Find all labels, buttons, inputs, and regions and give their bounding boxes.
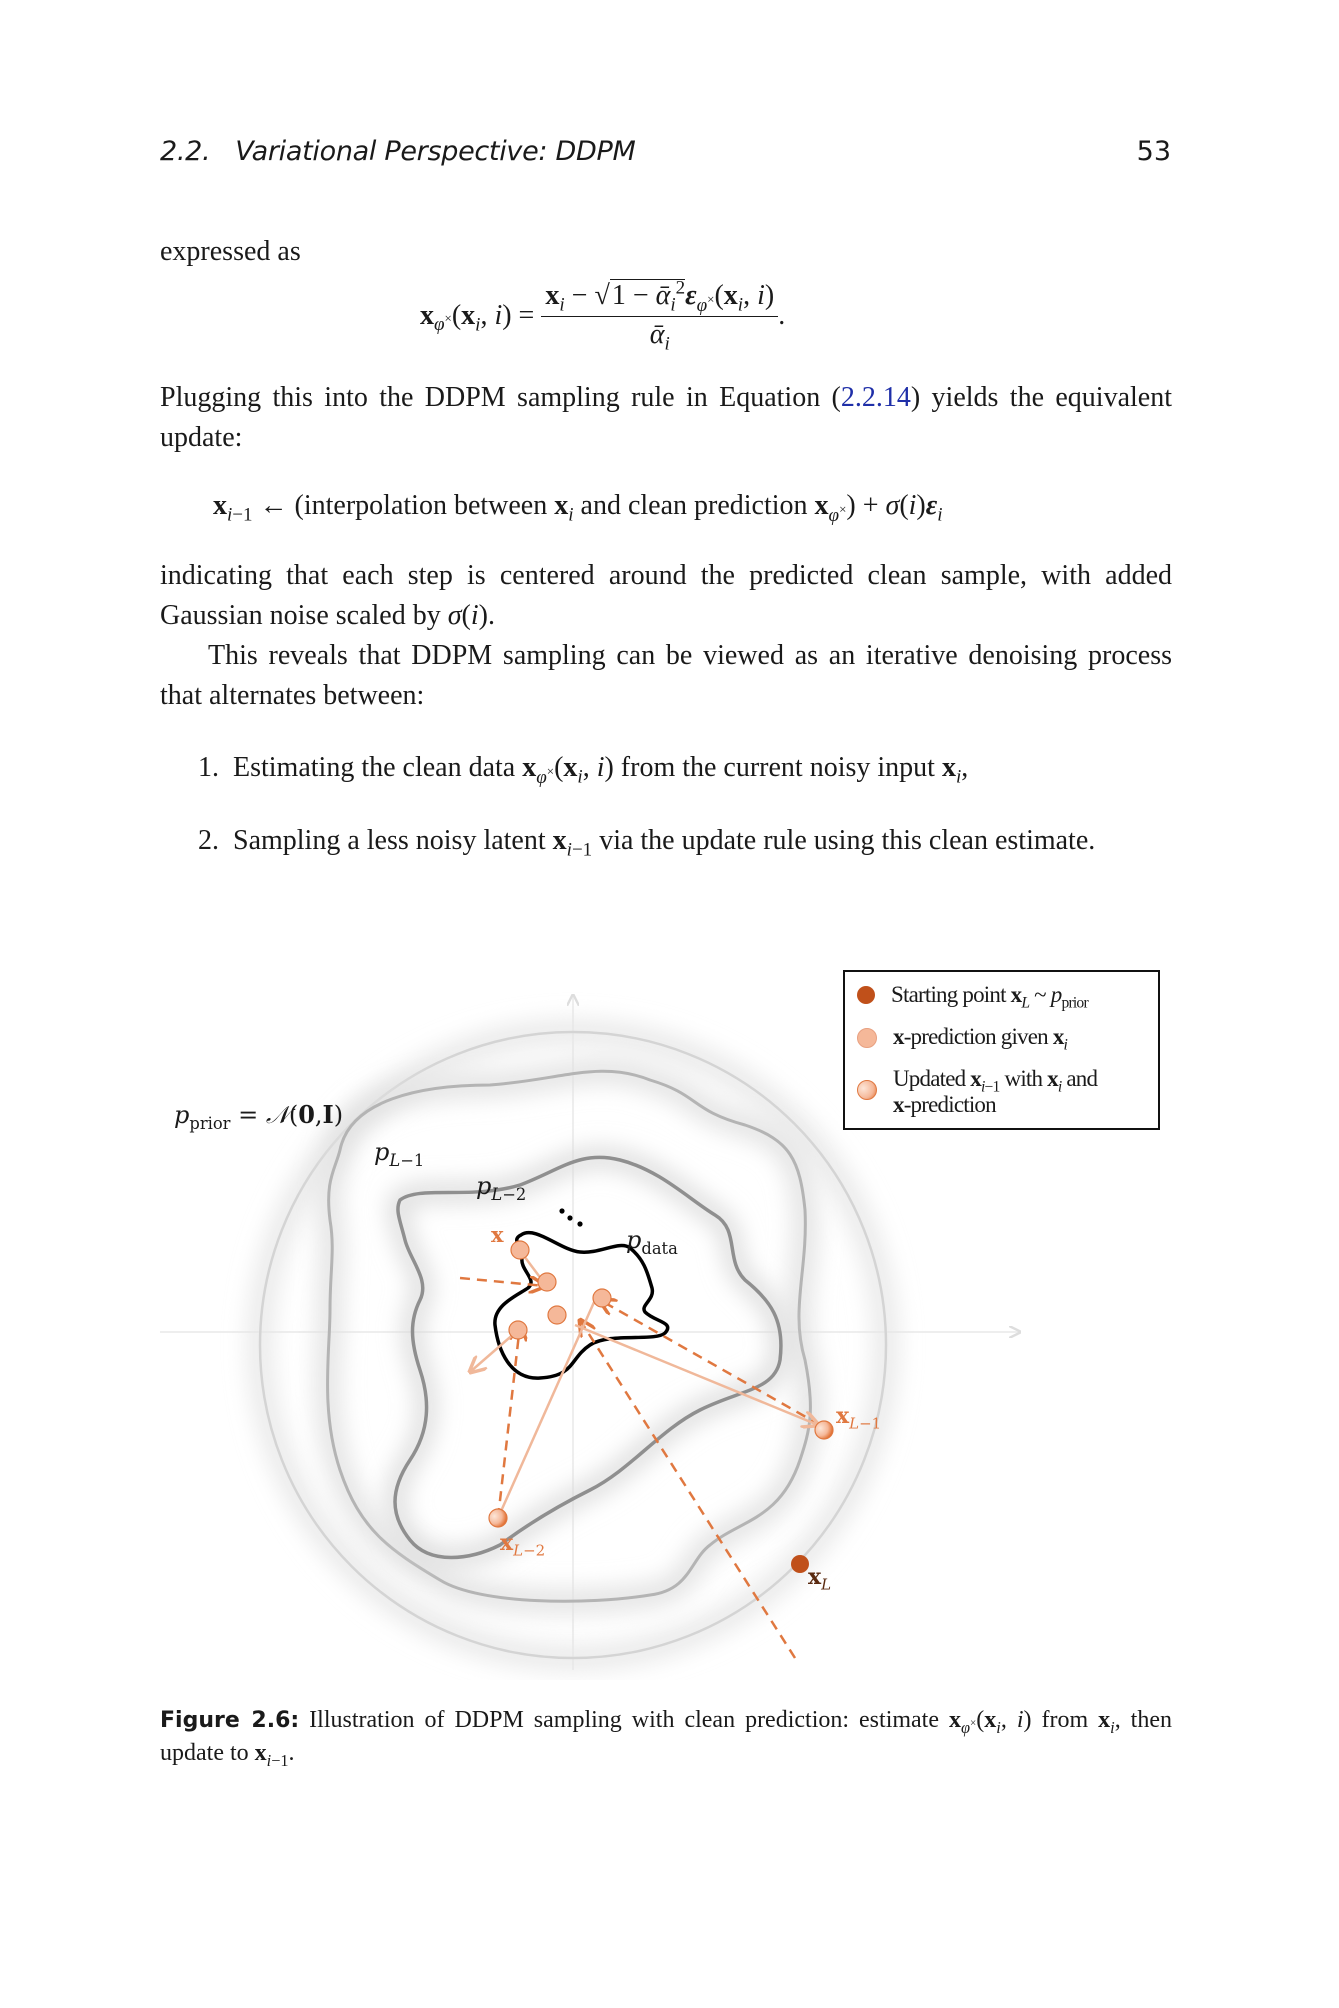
- label-p-data: $p_{data}$: [626, 1226, 678, 1258]
- legend-item-update: Updated $x_{i-1}$ with $x_i$ and x-prediction: [857, 1066, 1097, 1118]
- section-title: Variational Perspective: DDPM: [235, 136, 636, 167]
- label-x-clean: x: [491, 1222, 504, 1247]
- label-x-L-2: $x_{L-2}$: [500, 1530, 546, 1560]
- paragraph-indicating: indicating that each step is centered around the predicted clean sample, with added Gaussian noise scaled by σ(i).: [160, 560, 1172, 631]
- list-item-1: 1. Estimating the clean data $x_{\varphi^\times}(x_i$, i) from the current noisy input $x_i$,: [198, 752, 969, 788]
- running-header: [160, 136, 635, 167]
- label-x-L-1: $x_{L-1}$: [836, 1403, 882, 1433]
- list-item-2: 2. Sampling a less noisy latent $x_{i-1}$ via the update rule using this clean estimate.: [198, 825, 1096, 861]
- equation-period: .: [778, 299, 786, 331]
- equation-lhs: $x_{\varphi^\times}(x_i$, i) =: [420, 299, 542, 336]
- equation-reference-link[interactable]: 2.2.14: [840, 382, 911, 413]
- paragraph-expressed: expressed as: [160, 236, 301, 267]
- page-number: 53: [1136, 136, 1171, 167]
- paragraph-reveals: This reveals that DDPM sampling can be viewed as an iterative denoising process that alternates between:: [160, 640, 1172, 711]
- label-p-L-2: $p_{L-2}$: [476, 1172, 527, 1204]
- legend-item-start: Starting point $x_L$ ~ $p_{prior}$: [857, 982, 1088, 1008]
- figure-legend: [843, 970, 1160, 1130]
- gradient-circle-icon: [857, 1080, 877, 1100]
- caption-label: Figure 2.6:: [160, 1708, 300, 1733]
- equation-fraction: [541, 277, 778, 355]
- label-x-L: $x_L$: [808, 1564, 832, 1594]
- ellipsis-dots: [559, 1208, 582, 1226]
- point-x-L: [791, 1555, 809, 1573]
- light-circle-icon: [857, 1028, 877, 1048]
- point-x-L-2: [489, 1509, 507, 1527]
- equation-clean-prediction: [420, 277, 786, 355]
- paragraph-plugging: Plugging this into the DDPM sampling rule in Equation (2.2.14) yields the equivalent update:: [160, 382, 1172, 453]
- equation-numerator: $x_i - √1$ − $ᾱ_i^2\varepsilon_{\varphi^\times}(x_i$, i): [541, 280, 778, 317]
- equation-update: $x_{i-1}$ ← (interpolation between $x_i$ and clean prediction $x_{\varphi^\times}) + \sigma(i)\varepsilon_i$: [213, 490, 943, 526]
- section-number: 2.2.: [160, 136, 211, 167]
- point-x-L-1: [815, 1421, 833, 1439]
- filled-circle-icon: [857, 986, 875, 1004]
- label-prior: $p_{prior}$ = 𝒩(0,I): [174, 1100, 344, 1133]
- legend-item-prediction: x-prediction given $x_i$: [857, 1024, 1067, 1050]
- figure-caption: Figure 2.6: Illustration of DDPM sampling with clean prediction: estimate $x_{\varphi^\times}(x_i$, i) from $x_i$, then update to $x_{i-1}$.: [160, 1707, 1172, 1770]
- label-p-L-1: $p_{L-1}$: [374, 1138, 425, 1170]
- equation-denominator: ᾱ$_i$: [649, 319, 670, 355]
